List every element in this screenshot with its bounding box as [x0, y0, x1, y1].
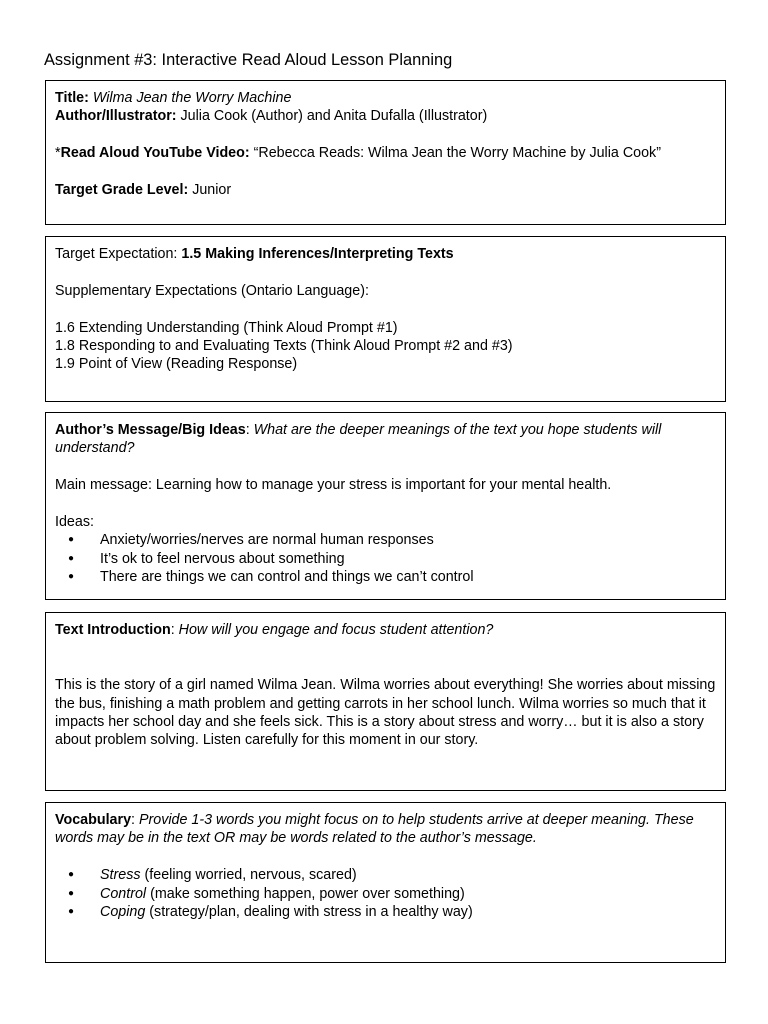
vocab-definition: (feeling worried, nervous, scared)	[140, 867, 357, 884]
ideas-heading: Ideas:	[55, 514, 94, 530]
grade-label: Target Grade Level:	[55, 182, 189, 198]
expectations-section	[45, 236, 726, 402]
target-expectation-line	[55, 245, 717, 263]
list-item: ● It’s ok to feel nervous about something	[55, 550, 717, 568]
vocabulary-section	[45, 802, 726, 963]
grade-value: Junior	[192, 182, 232, 198]
document-title: Assignment #3: Interactive Read Aloud Lesson Planning	[44, 51, 453, 69]
author-value: Julia Cook (Author) and Anita Dufalla (Illustrator)	[180, 108, 488, 125]
authors-message-section	[45, 412, 726, 600]
vocabulary-heading: Vocabulary: Provide 1-3 words you might focus on to help students arrive at deeper meaning. These words may be in the text OR may be words related to the author’s message.	[55, 812, 694, 847]
target-value: 1.5 Making Inferences/Interpreting Texts	[181, 246, 454, 262]
vocabulary-list	[55, 866, 717, 921]
grade-line	[55, 181, 717, 199]
list-item	[55, 866, 717, 884]
vocab-definition: (make something happen, power over something)	[146, 885, 465, 902]
title-line	[55, 89, 717, 107]
message-prompt: What are the deeper meanings of the text you hope students will understand?	[55, 422, 662, 457]
introduction-body: This is the story of a girl named Wilma Jean. Wilma worries about everything! She worries about missing the bus, finishing a math problem and getting carrots in her school lunch. Wilma worries so much that it impacts her school day and she feels sick. This is a story about stress and worry… but it is also a story about problem solving. Listen carefully for this moment in our story.	[55, 677, 716, 749]
list-item	[55, 885, 717, 903]
vocab-word: Control	[100, 885, 147, 902]
list-item: ● There are things we can control and things we can’t control	[55, 568, 717, 586]
book-info-section	[45, 80, 726, 225]
text-introduction-section	[45, 612, 726, 791]
video-asterisk: *	[55, 145, 61, 162]
video-label: Read Aloud YouTube Video:	[60, 145, 250, 162]
ideas-list	[55, 531, 717, 586]
list-item	[55, 903, 717, 921]
vocab-word: Stress	[100, 867, 141, 884]
expectation-item: 1.6 Extending Understanding (Think Aloud Prompt #1)	[55, 319, 398, 336]
title-label: Title:	[55, 90, 89, 106]
vocabulary-label: Vocabulary	[55, 812, 132, 828]
expectation-item: 1.8 Responding to and Evaluating Texts (Think Aloud Prompt #2 and #3)	[55, 338, 513, 354]
vocab-definition: (strategy/plan, dealing with stress in a healthy way)	[145, 904, 473, 921]
message-label: Author’s Message/Big Ideas	[55, 422, 246, 438]
video-line	[55, 144, 717, 162]
main-message: Main message: Learning how to manage your stress is important for your mental health.	[55, 477, 612, 494]
book-title: Wilma Jean the Worry Machine	[92, 90, 292, 106]
introduction-label: Text Introduction	[55, 622, 171, 638]
vocab-word: Coping	[100, 904, 146, 921]
author-label: Author/Illustrator:	[55, 108, 177, 125]
introduction-heading: Text Introduction: How will you engage and focus student attention?	[55, 622, 494, 638]
introduction-prompt: How will you engage and focus student attention?	[178, 622, 494, 638]
message-heading: Author’s Message/Big Ideas: What are the deeper meanings of the text you hope students will understand?	[55, 422, 662, 457]
author-line	[55, 107, 717, 125]
target-label: Target Expectation:	[55, 246, 182, 262]
list-item: ● Anxiety/worries/nerves are normal human responses	[55, 531, 717, 549]
supplementary-heading: Supplementary Expectations (Ontario Language):	[55, 282, 369, 299]
expectation-item: 1.9 Point of View (Reading Response)	[55, 356, 298, 373]
video-value: “Rebecca Reads: Wilma Jean the Worry Machine by Julia Cook”	[253, 145, 661, 162]
vocabulary-prompt: Provide 1-3 words you might focus on to help students arrive at deeper meaning. These words may be in the text OR may be words related to the author’s message.	[55, 812, 694, 847]
